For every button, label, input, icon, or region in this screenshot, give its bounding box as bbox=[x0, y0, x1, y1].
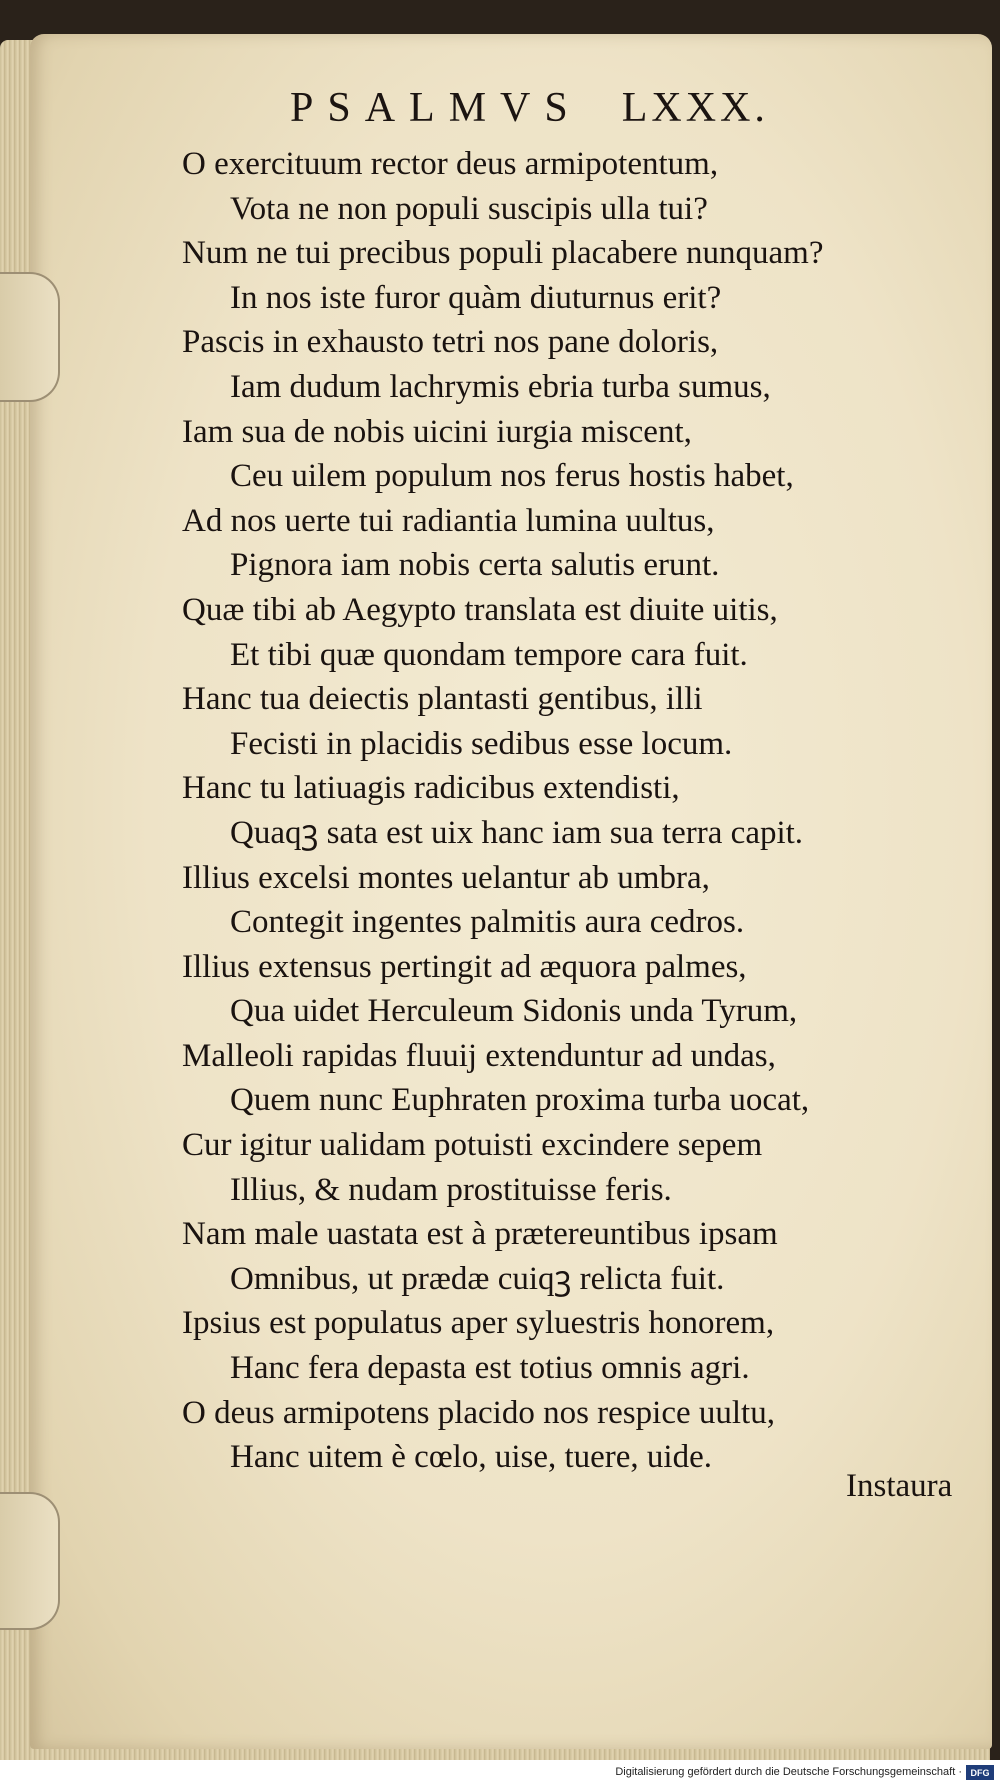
verse-line: Iam dudum lachrymis ebria turba sumus, bbox=[230, 368, 771, 405]
verse-line: Illius, & nudam prostituisse feris. bbox=[230, 1171, 672, 1208]
page-tab-lower bbox=[0, 1492, 60, 1630]
verse-line: Fecisti in placidis sedibus esse locum. bbox=[230, 725, 733, 762]
verse-line: Hanc uitem è cœlo, uise, tuere, uide. bbox=[230, 1439, 712, 1476]
verse-line: Quæ tibi ab Aegypto translata est diuite uitis, bbox=[182, 591, 778, 628]
catchword: Instaura bbox=[846, 1468, 953, 1504]
verse-line: Vota ne non populi suscipis ulla tui? bbox=[230, 190, 708, 227]
dfg-logo: DFG bbox=[966, 1765, 994, 1780]
verse-block bbox=[182, 142, 972, 1480]
verse-line: Hanc tu latiuagis radicibus extendisti, bbox=[182, 770, 680, 807]
verse-line: Contegit ingentes palmitis aura cedros. bbox=[230, 904, 745, 941]
verse-line: Pignora iam nobis certa salutis erunt. bbox=[230, 547, 720, 584]
verse-line: Malleoli rapidas fluuij extenduntur ad undas, bbox=[182, 1037, 776, 1074]
verse-line: O exercituum rector deus armipotentum, bbox=[182, 146, 719, 182]
verse-line: Hanc tua deiectis plantasti gentibus, illi bbox=[182, 681, 703, 718]
footer-credit: Digitalisierung gefördert durch die Deutsche Forschungsgemeinschaft · bbox=[615, 1766, 962, 1778]
running-header bbox=[290, 84, 769, 132]
verse-line: Omnibus, ut prædæ cuiqꝫ relicta fuit. bbox=[230, 1260, 725, 1297]
verse-line: In nos iste furor quàm diuturnus erit? bbox=[230, 279, 722, 316]
verse-line: Et tibi quæ quondam tempore cara fuit. bbox=[230, 636, 748, 673]
verse-line: Ad nos uerte tui radiantia lumina uultus, bbox=[182, 502, 715, 539]
verse-line: Qua uidet Herculeum Sidonis unda Tyrum, bbox=[230, 993, 798, 1030]
verse-line: O deus armipotens placido nos respice uultu, bbox=[182, 1394, 775, 1431]
verse-line: Illius extensus pertingit ad æquora palmes, bbox=[182, 948, 747, 985]
verse-line: Num ne tui precibus populi placabere nunquam? bbox=[182, 235, 824, 272]
verse-line: Ipsius est populatus aper syluestris honorem, bbox=[182, 1305, 775, 1342]
page-tab-upper bbox=[0, 272, 60, 402]
verse-line: Hanc fera depasta est totius omnis agri. bbox=[230, 1350, 750, 1387]
verse-line: Illius excelsi montes uelantur ab umbra, bbox=[182, 859, 710, 896]
footer-bar bbox=[0, 1760, 1000, 1787]
folio-number: LXXX. bbox=[621, 85, 769, 131]
verse-line: Cur igitur ualidam potuisti excindere sepem bbox=[182, 1127, 763, 1164]
verse-line: Iam sua de nobis uicini iurgia miscent, bbox=[182, 413, 692, 450]
verse-line: Quaqꝫ sata est uix hanc iam sua terra capit. bbox=[230, 814, 804, 851]
verse-line: Ceu uilem populum nos ferus hostis habet, bbox=[230, 458, 794, 495]
verse-line: Nam male uastata est à prætereuntibus ipsam bbox=[182, 1216, 778, 1253]
header-title: PSALMVS bbox=[290, 85, 582, 131]
verse-line: Quem nunc Euphraten proxima turba uocat, bbox=[230, 1082, 810, 1119]
verse-line: Pascis in exhausto tetri nos pane doloris, bbox=[182, 324, 719, 361]
